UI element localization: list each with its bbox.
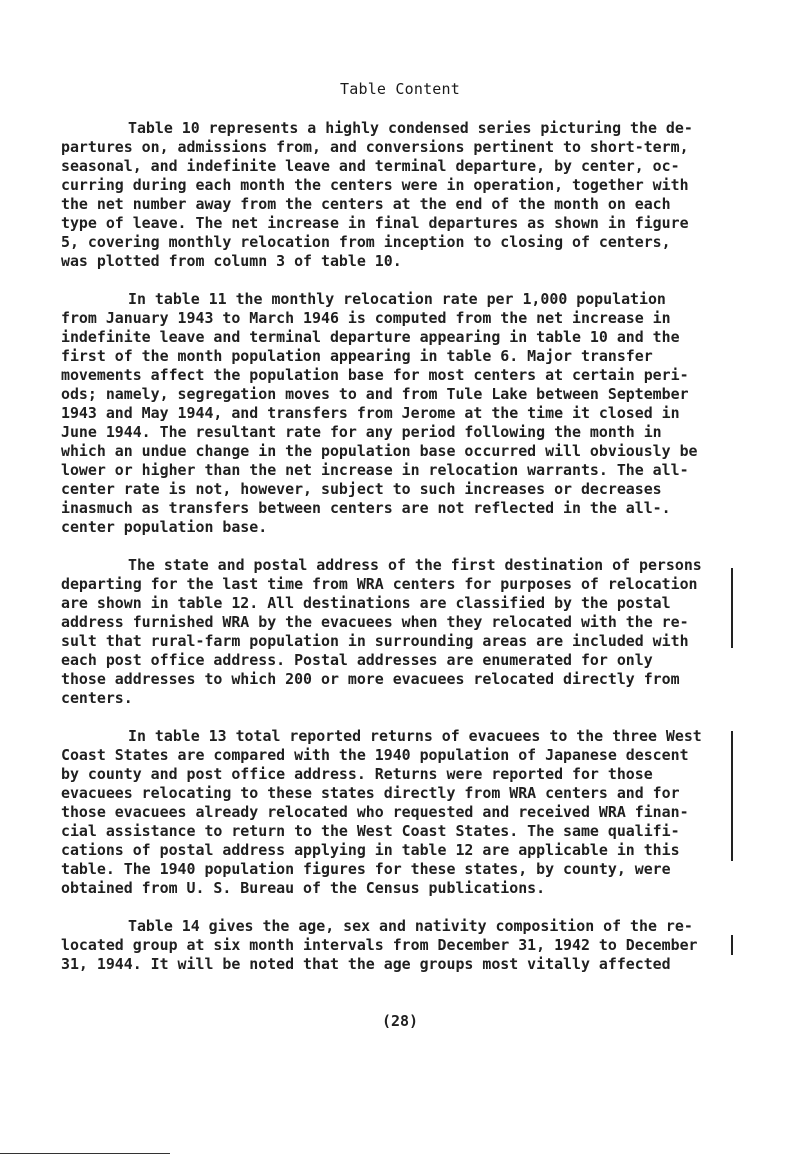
text-line: departing for the last time from WRA centers for purposes of relocation	[61, 575, 698, 593]
text-line: centers.	[61, 689, 133, 707]
text-line: 31, 1944. It will be noted that the age groups most vitally affected	[61, 955, 671, 973]
text-line: evacuees relocating to these states directly from WRA centers and for	[61, 784, 680, 802]
text-line: Table 14 gives the age, sex and nativity composition of the re-	[128, 917, 693, 935]
text-line: inasmuch as transfers between centers are not reflected in the all-.	[61, 499, 671, 517]
text-line: June 1944. The resultant rate for any period following the month in	[61, 423, 662, 441]
text-line: address furnished WRA by the evacuees when they relocated with the re-	[61, 613, 689, 631]
footer-rule	[0, 1153, 170, 1154]
text-line: each post office address. Postal addresses are enumerated for only	[61, 651, 653, 669]
text-line: are shown in table 12. All destinations are classified by the postal	[61, 594, 671, 612]
text-line: those evacuees already relocated who requested and received WRA finan-	[61, 803, 689, 821]
text-line: by county and post office address. Returns were reported for those	[61, 765, 653, 783]
text-line: first of the month population appearing in table 6. Major transfer	[61, 347, 653, 365]
paragraph-table-11	[61, 290, 733, 537]
text-line: Table 10 represents a highly condensed series picturing the de-	[128, 119, 693, 137]
text-line: lower or higher than the net increase in relocation warrants. The all-	[61, 461, 689, 479]
text-line: was plotted from column 3 of table 10.	[61, 252, 402, 270]
text-line: cations of postal address applying in table 12 are applicable in this	[61, 841, 680, 859]
text-line: from January 1943 to March 1946 is computed from the net increase in	[61, 309, 671, 327]
paragraph-table-12	[61, 556, 733, 708]
text-line: sult that rural-farm population in surrounding areas are included with	[61, 632, 689, 650]
text-line: ods; namely, segregation moves to and from Tule Lake between September	[61, 385, 689, 403]
text-line: cial assistance to return to the West Coast States. The same qualifi-	[61, 822, 680, 840]
text-line: those addresses to which 200 or more evacuees relocated directly from	[61, 670, 680, 688]
text-line: curring during each month the centers were in operation, together with	[61, 176, 689, 194]
paragraph-table-13	[61, 727, 733, 898]
paragraph-table-14	[61, 917, 733, 974]
text-line: 5, covering monthly relocation from inception to closing of centers,	[61, 233, 671, 251]
text-line: type of leave. The net increase in final departures as shown in figure	[61, 214, 689, 232]
margin-mark	[731, 935, 733, 955]
text-line: which an undue change in the population base occurred will obviously be	[61, 442, 698, 460]
page-title: Table Content	[340, 80, 460, 98]
text-line: center population base.	[61, 518, 268, 536]
text-line: seasonal, and indefinite leave and terminal departure, by center, oc-	[61, 157, 680, 175]
text-line: the net number away from the centers at the end of the month on each	[61, 195, 671, 213]
text-line: 1943 and May 1944, and transfers from Jerome at the time it closed in	[61, 404, 680, 422]
text-line: center rate is not, however, subject to such increases or decreases	[61, 480, 662, 498]
margin-mark	[731, 568, 733, 648]
text-line: In table 11 the monthly relocation rate per 1,000 population	[128, 290, 666, 308]
page-number: (28)	[381, 1012, 419, 1030]
paragraph-table-10	[61, 119, 733, 271]
text-line: partures on, admissions from, and conversions pertinent to short-term,	[61, 138, 689, 156]
margin-mark	[731, 731, 733, 861]
text-line: The state and postal address of the first destination of persons	[128, 556, 702, 574]
text-line: indefinite leave and terminal departure appearing in table 10 and the	[61, 328, 680, 346]
text-line: obtained from U. S. Bureau of the Census publications.	[61, 879, 546, 897]
text-line: Coast States are compared with the 1940 population of Japanese descent	[61, 746, 689, 764]
text-line: movements affect the population base for most centers at certain peri-	[61, 366, 689, 384]
text-line: In table 13 total reported returns of evacuees to the three West	[128, 727, 702, 745]
text-line: located group at six month intervals from December 31, 1942 to December	[61, 936, 698, 954]
text-line: table. The 1940 population figures for these states, by county, were	[61, 860, 671, 878]
